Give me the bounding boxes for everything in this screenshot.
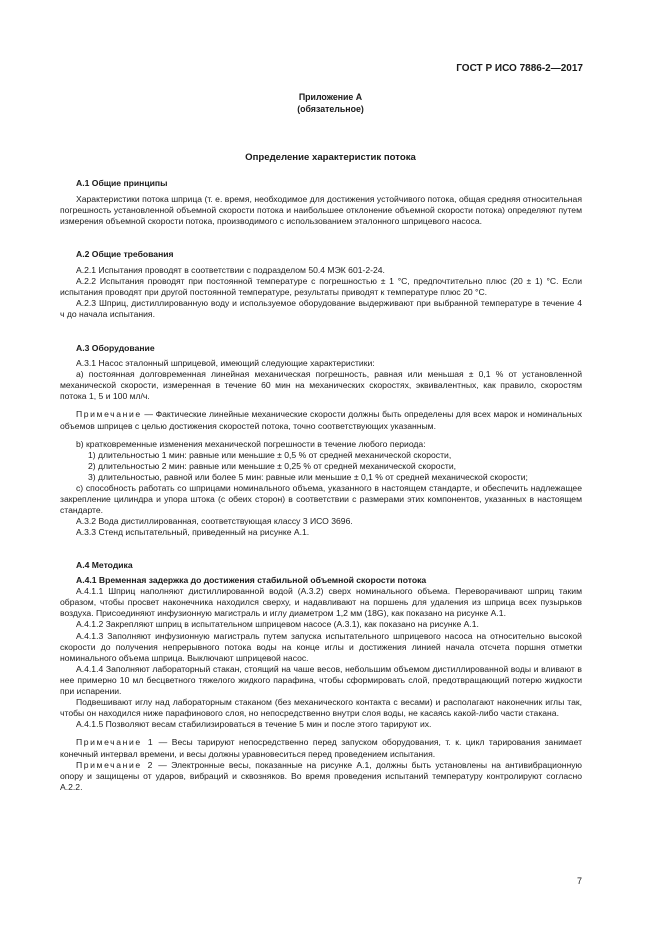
list-item: 3) длительностью, равной или более 5 мин: равные или меньшие ± 0,1 % от средней механической скорости; xyxy=(88,471,528,482)
note-text: — Электронные весы, показанные на рисунке А.1, должны быть установлены на антивибрационную опору и защищены от ударов, вибраций и сквозняков. Во время проведения испытаний температуру контролируют согласно А.2.2. xyxy=(60,759,582,792)
paragraph: А.3.2 Вода дистиллированная, соответствующая классу 3 ИСО 3696. xyxy=(76,516,353,527)
paragraph: А.4.1.3 Заполняют инфузионную магистраль путем запуска испытательного шприцевого насоса на относительно высокой скорости до получения непрерывного потока воды на конце иглы и достижения линией начала отсчета поршня отметки номинального объема шприца. Выключают шприцевой насос. xyxy=(60,630,582,663)
annex-status: (обязательное) xyxy=(297,104,364,114)
note-text: — Фактические линейные механические скорости должны быть определены для всех марок и номинальных объемов шприцев с целью достижения скоростей потока, точно соответствующих указанным. xyxy=(60,409,582,431)
section-a1 xyxy=(60,178,582,227)
list-item: 1) длительностью 1 мин: равные или меньшие ± 0,5 % от средней механической скорости, xyxy=(88,449,452,460)
note-label: Примечание xyxy=(76,409,142,420)
page-number: 7 xyxy=(576,876,582,886)
heading-a3: А.3 Оборудование xyxy=(76,343,155,353)
paragraph: А.4.1.2 Закрепляют шприц в испытательном шприцевом насосе (А.3.1), как показано на рисунке А.1. xyxy=(76,619,479,630)
section-title: Определение характеристик потока xyxy=(245,152,416,163)
section-a3 xyxy=(60,343,582,539)
paragraph: с) способность работать со шприцами номинального объема, указанного в настоящем стандарте, и обеспечить надлежащее закрепление цилиндра и упора штока (с обеих сторон) в соответствии с размерами этих компонентов, указанных в настоящем стандарте. xyxy=(60,483,582,516)
section-a2 xyxy=(60,249,582,321)
section-a4 xyxy=(60,560,582,793)
list-item: 2) длительностью 2 мин: равные или меньшие ± 0,25 % от средней механической скорости, xyxy=(88,460,457,471)
heading-a2: А.2 Общие требования xyxy=(76,249,174,259)
annex-title: Приложение А xyxy=(298,92,363,102)
document-id-header: ГОСТ Р ИСО 7886-2—2017 xyxy=(456,63,583,74)
note xyxy=(60,409,582,431)
paragraph: А.4.1.4 Заполняют лабораторный стакан, стоящий на чаше весов, небольшим объемом дистиллированной воды и вливают в нее примерно 10 мл бесцветного тяжелого жидкого парафина, чтобы сформировать слой, предотвращающий потерю жидкости при испарении. xyxy=(60,663,582,697)
paragraph: Подвешивают иглу над лабораторным стаканом (без механического контакта с весами) и располагают наконечник иглы так, чтобы он находился ниже парафинового слоя, но непосредственно внутри слоя воды, не касаясь какой-либо части стакана. xyxy=(60,697,582,719)
paragraph: А.2.1 Испытания проводят в соответствии с подразделом 50.4 МЭК 601-2-24. xyxy=(76,265,385,276)
subheading-a4-1: А.4.1 Временная задержка до достижения стабильной объемной скорости потока xyxy=(76,575,427,586)
paragraph: А.4.1.1 Шприц наполняют дистиллированной водой (А.3.2) сверх номинального объема. Переворачивают шприц таким образом, чтобы просвет наконечника находился сверху, и надавливают на поршень для удаления из шприца всех пузырьков воздуха. Присоединяют инфузионную магистраль и иглу диаметром 1,2 мм (18G), как показано на рисунке А.1. xyxy=(60,586,582,619)
paragraph: b) кратковременные изменения механической погрешности в течение любого периода: xyxy=(76,438,426,449)
note-1 xyxy=(60,737,582,759)
note-label: Примечание 2 xyxy=(76,759,154,770)
note-text: — Весы тарируют непосредственно перед запуском оборудования, т. к. цикл тарирования занимает конечный интервал времени, и весы должны уравновеситься перед проведением испытания. xyxy=(60,737,582,759)
paragraph: А.3.1 Насос эталонный шприцевой, имеющий следующие характеристики: xyxy=(76,358,375,369)
paragraph: Характеристики потока шприца (т. е. время, необходимое для достижения устойчивого потока, общая средняя относительная погрешность установленной объемной скорости потока и наибольшее отклонение объемной скорости потока) определяют путем измерения объемной скорости потока, производимого с использованием эталонного шприцевого насоса. xyxy=(60,194,582,227)
paragraph: А.2.2 Испытания проводят при постоянной температуре с погрешностью ± 1 °C, предпочтительно плюс (20 ± 1) °C. Если испытания проводят при другой постоянной температуре, результаты приводят к температуре плюс 20 °C. xyxy=(60,276,582,298)
paragraph: А.3.3 Стенд испытательный, приведенный на рисунке А.1. xyxy=(76,527,310,538)
paragraph: А.2.3 Шприц, дистиллированную воду и используемое оборудование выдерживают при выбранной температуре в течение 4 ч до начала испытания. xyxy=(60,298,582,320)
note-label: Примечание 1 xyxy=(76,737,155,748)
heading-a4: А.4 Методика xyxy=(76,560,133,570)
heading-a1: А.1 Общие принципы xyxy=(76,178,168,188)
paragraph: А.4.1.5 Позволяют весам стабилизироваться в течение 5 мин и после этого тарируют их. xyxy=(76,719,432,730)
note-2 xyxy=(60,760,582,793)
paragraph: а) постоянная долговременная линейная механическая погрешность, равная или меньшая ± 0,1 % от установленной механической скорости, измеренная в течение 60 мин на механических скоростях, эквивалентных, как правило, скоростям потока 1, 5 и 100 мл/ч. xyxy=(60,369,582,402)
